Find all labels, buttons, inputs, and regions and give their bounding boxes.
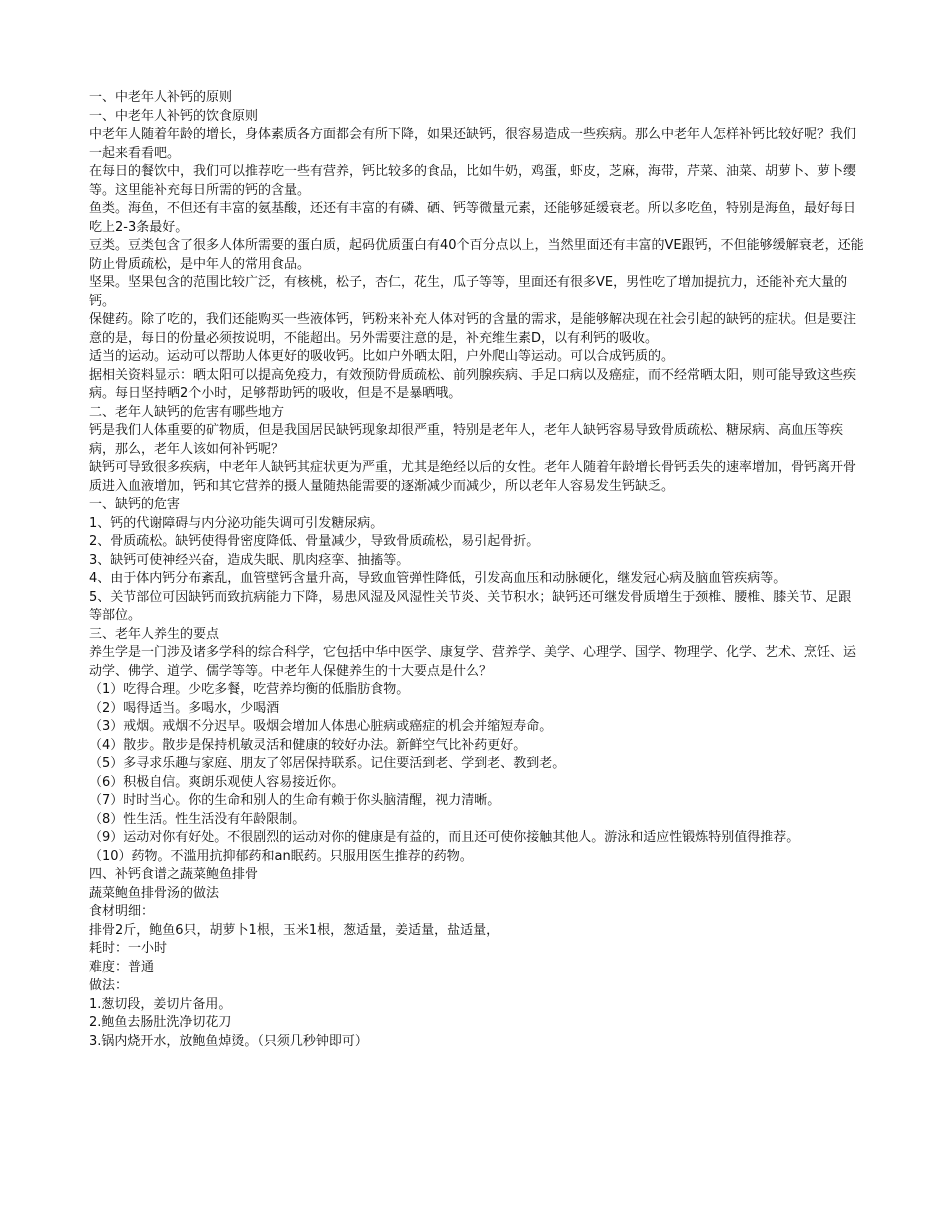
text-line: 中老年人随着年龄的增长，身体素质各方面都会有所下降，如果还缺钙，很容易造成一些疾病。那么中老年人怎样补钙比较好呢？我们一起来看看吧。: [89, 127, 857, 161]
text-line: 一、中老年人补钙的原则: [89, 90, 233, 105]
text-line: 难度：普通: [89, 959, 155, 975]
text-line: 钙是我们人体重要的矿物质，但是我国居民缺钙现象却很严重，特别是老年人，老年人缺钙容易导致骨质疏松、糖尿病、高血压等疾病，那么，老年人该如何补钙呢？: [89, 423, 844, 457]
text-line: （7）时时当心。你的生命和别人的生命有赖于你头脑清醒，视力清晰。: [89, 793, 501, 808]
text-line: 5、关节部位可因缺钙而致抗病能力下降，易患风湿及风湿性关节炎、关节积水；缺钙还可继发骨质增生于颈椎、腰椎、膝关节、足跟等部位。: [89, 589, 852, 623]
text-line: 坚果。坚果包含的范围比较广泛，有核桃，松子，杏仁，花生，瓜子等等，里面还有很多VE，男性吃了增加提抗力，还能补充大量的钙。: [89, 275, 848, 309]
text-line: 三、老年人养生的要点: [89, 626, 220, 642]
text-line: 4、由于体内钙分布紊乱，血管壁钙含量升高，导致血管弹性降低，引发高血压和动脉硬化，继发冠心病及脑血管疾病等。: [89, 571, 787, 586]
text-line: 蔬菜鲍鱼排骨汤的做法: [89, 885, 220, 901]
text-line: （5）多寻求乐趣与家庭、朋友了邻居保持联系。记住要活到老、学到老、教到老。: [89, 756, 566, 771]
text-line: 3、缺钙可使神经兴奋，造成失眠、肌肉痉挛、抽搐等。: [89, 552, 410, 568]
text-line: （6）积极自信。爽朗乐观使人容易接近你。: [89, 774, 345, 790]
text-line: 排骨2斤，鲍鱼6只，胡萝卜1根，玉米1根，葱适量，姜适量，盐适量，: [89, 922, 500, 938]
text-line: （4）散步。散步是保持机敏灵活和健康的较好办法。新鲜空气比补药更好。: [89, 737, 527, 753]
text-line: 做法：: [89, 978, 129, 993]
text-line: 鱼类。海鱼，不但还有丰富的氨基酸，还还有丰富的有磷、硒、钙等微量元素，还能够延缓衰老。所以多吃鱼，特别是海鱼，最好每日吃上2-3条最好。: [89, 201, 857, 235]
text-line: 耗时：一小时: [89, 941, 168, 956]
text-line: 适当的运动。运动可以帮助人体更好的吸收钙。比如户外晒太阳，户外爬山等运动。可以合成钙质的。: [89, 349, 675, 364]
document-body: [89, 89, 864, 1051]
text-line: 保健药。除了吃的，我们还能购买一些液体钙，钙粉来补充人体对钙的含量的需求，是能够解决现在社会引起的缺钙的症状。但是要注意的是，每日的份量必须按说明，不能超出。另外需要注意的是，补充维生素D，以有利钙的吸收。: [89, 312, 857, 346]
text-line: 1、钙的代谢障碍与内分泌功能失调可引发糖尿病。: [89, 515, 384, 531]
text-line: （9）运动对你有好处。不很剧烈的运动对你的健康是有益的，而且还可使你接触其他人。游泳和适应性锻炼特别值得推荐。: [89, 830, 800, 845]
text-line: 食材明细：: [89, 904, 155, 919]
text-line: （8）性生活。性生活没有年龄限制。: [89, 811, 306, 827]
text-line: 豆类。豆类包含了很多人体所需要的蛋白质，起码优质蛋白有40个百分点以上，当然里面还有丰富的VE跟钙，不但能够缓解衰老，还能防止骨质疏松，是中年人的常用食品。: [89, 238, 864, 272]
text-line: 养生学是一门涉及诸多学科的综合科学，它包括中华中医学、康复学、营养学、美学、心理学、国学、物理学、化学、艺术、烹饪、运动学、佛学、道学、儒学等等。中老年人保健养生的十大要点是什么？: [89, 645, 857, 679]
text-line: 据相关资料显示：晒太阳可以提高免疫力，有效预防骨质疏松、前列腺疾病、手足口病以及癌症，而不经常晒太阳，则可能导致这些疾病。每日坚持晒2个小时，足够帮助钙的吸收，但是不是暴晒哦。: [89, 367, 857, 401]
text-line: 缺钙可导致很多疾病，中老年人缺钙其症状更为严重，尤其是绝经以后的女性。老年人随着年龄增长骨钙丢失的速率增加，骨钙离开骨质进入血液增加，钙和其它营养的摄人量随热能需要的逐渐减少而减少，所以老年人容易发生钙缺乏。: [89, 460, 857, 494]
text-line: 1.葱切段，姜切片备用。: [89, 996, 232, 1012]
text-line: 在每日的餐饮中，我们可以推荐吃一些有营养，钙比较多的食品，比如牛奶，鸡蛋，虾皮，芝麻，海带，芹菜、油菜、胡萝卜、萝卜缨等。这里能补充每日所需的钙的含量。: [89, 164, 857, 198]
text-line: （10）药物。不滥用抗抑郁药和an眠药。只服用医生推荐的药物。: [89, 848, 473, 864]
text-line: （2）喝得适当。多喝水，少喝酒: [89, 700, 280, 716]
text-line: （1）吃得合理。少吃多餐，吃营养均衡的低脂肪食物。: [89, 682, 410, 697]
text-line: 一、中老年人补钙的饮食原则: [89, 108, 259, 124]
text-line: 四、补钙食谱之蔬菜鲍鱼排骨: [89, 867, 259, 882]
text-line: 二、老年人缺钙的危害有哪些地方: [89, 404, 285, 420]
text-line: 3.锅内烧开水，放鲍鱼焯烫。（只须几秒钟即可）: [89, 1033, 368, 1049]
text-line: 2.鲍鱼去肠肚洗净切花刀: [89, 1015, 232, 1030]
text-line: 2、骨质疏松。缺钙使得骨密度降低、骨量减少，导致骨质疏松，易引起骨折。: [89, 534, 540, 549]
text-line: （3）戒烟。戒烟不分迟早。吸烟会增加人体患心脏病或癌症的机会并缩短寿命。: [89, 719, 553, 734]
text-line: 一、缺钙的危害: [89, 497, 181, 512]
